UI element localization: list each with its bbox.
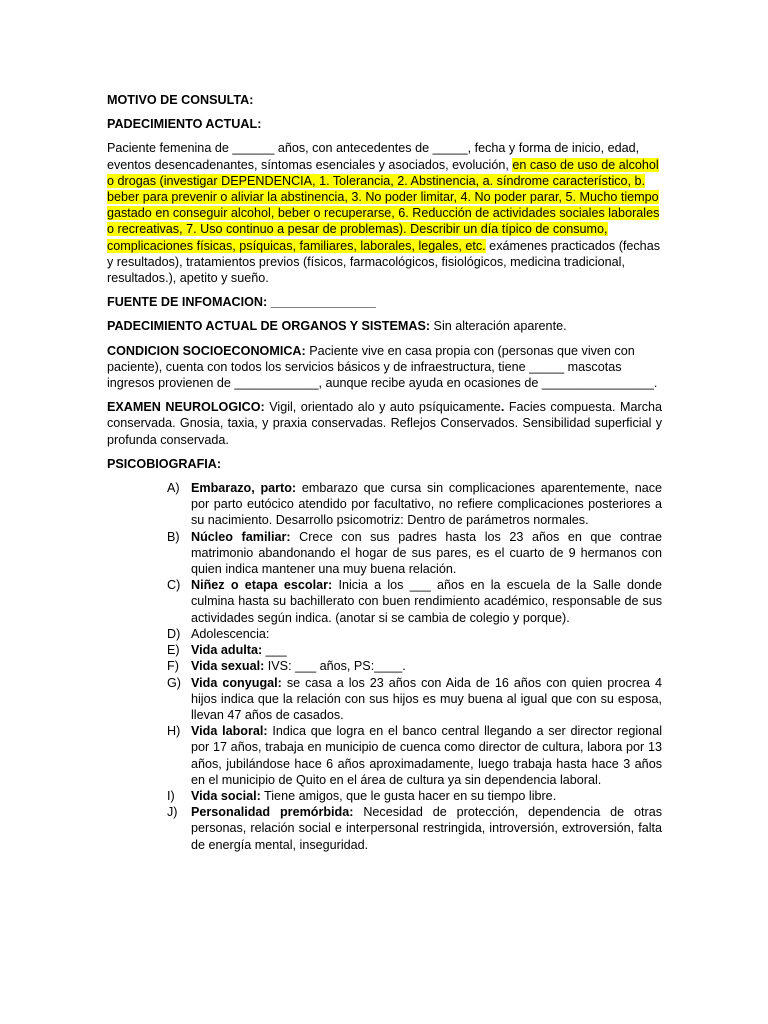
list-item <box>167 788 662 804</box>
list-item <box>167 658 662 674</box>
list-letter: D) <box>167 626 181 641</box>
list-item-text: IVS: ___ años, PS:____. <box>264 659 406 674</box>
psico-list <box>167 480 662 853</box>
list-item <box>167 723 662 788</box>
list-letter: E) <box>167 643 180 658</box>
list-letter: C) <box>167 578 181 593</box>
list-letter: B) <box>167 529 180 544</box>
list-item-label: Vida adulta: <box>191 643 263 658</box>
list-item-text: se casa a los 23 años con Aida de 16 años con quien procrea 4 hijos indica que la relación con sus hijos es muy buena al igual que con su esposa, llevan 47 años de casados. <box>191 675 662 722</box>
padecimiento-paragraph <box>107 140 662 286</box>
list-item-label: Niñez o etapa escolar: <box>191 578 333 593</box>
list-item <box>167 577 662 626</box>
list-item-label: Embarazo, parto: <box>191 481 297 496</box>
list-item-text: Adolescencia: <box>191 626 270 641</box>
list-item-text: Necesidad de protección, dependencia de otras personas, relación social e interpersonal restringida, introversión, extroversión, falta de energía mental, inseguridad. <box>191 805 663 852</box>
document-body <box>107 92 662 853</box>
list-item <box>167 675 662 724</box>
list-letter: J) <box>167 805 178 820</box>
list-item-text: embarazo que cursa sin complicaciones aparentemente, nace por parto eutócico atendido por facultativo, no refiere complicaciones posteriores a su nacimiento. Desarrollo psicomotriz: Dentro de parámetros normales. <box>191 481 662 528</box>
list-item-text: Inicia a los ___ años en la escuela de la Salle donde culmina hasta su bachillerato con buen rendimiento académico, responsable de sus actividades según indica. (anotar si se cambia de colegio y porque). <box>191 578 662 625</box>
motivo-heading: MOTIVO DE CONSULTA: <box>107 93 254 107</box>
organos-text: Sin alteración aparente. <box>430 319 567 334</box>
list-item-label: Vida social: <box>191 788 261 803</box>
list-letter: A) <box>167 481 180 496</box>
list-item-label: Núcleo familiar: <box>191 529 291 544</box>
list-item-text: ___ <box>262 643 287 658</box>
list-item-text: Crece con sus padres hasta los 23 años en que contrae matrimonio abandonando el hogar de sus pares, es el cuarto de 9 hermanos con quien indica mantener una muy buena relación. <box>191 529 662 577</box>
list-letter: I) <box>167 788 175 803</box>
list-letter: G) <box>167 675 181 690</box>
socio-paragraph <box>107 343 662 392</box>
neuro-heading: EXAMEN NEUROLOGICO: <box>107 400 265 415</box>
list-letter: F) <box>167 659 179 674</box>
list-item <box>167 529 662 578</box>
list-item <box>167 480 662 529</box>
padecimiento-text-before: Paciente femenina de ______ años, con antecedentes de _____, fecha y forma de inicio, edad, eventos desencadenantes, síntomas esenciales y asociados, evolución, <box>107 141 640 172</box>
highlighted-text: en caso de uso de alcohol o drogas (investigar DEPENDENCIA, 1. Tolerancia, 2. Abstinencia, a. síndrome característico, b. beber para prevenir o aliviar la abstinencia, 3. No poder limitar, 4. No poder parar, 5. Mucho tiempo gastado en conseguir alcohol, beber o recuperarse, 6. Reducción de actividades sociales laborales o recreativas, 7. Uso continuo a pesar de problemas). Describir un día típico de consumo, complicaciones físicas, psíquicas, familiares, laborales, legales, etc. <box>107 157 660 253</box>
list-item-text: Indica que logra en el banco central llegando a ser director regional por 17 años, trabaja en municipio de cuenca como director de cultura, labora por 13 años, jubilándose hace 6 años aproximadamente, luego trabaja hasta hace 3 años en el municipio de Quito en el área de cultura ya sin dependencia laboral. <box>191 724 662 787</box>
list-item-label: Vida conyugal: <box>191 675 282 690</box>
neuro-bold-dot: . <box>500 400 505 415</box>
list-item <box>167 804 662 853</box>
socio-text: Paciente vive en casa propia con (personas que viven con paciente), cuenta con todos los servicios básicos y de infraestructura, tiene _____ mascotas ingresos provienen de ____________, aunque recibe ayuda en ocasiones de ________________. <box>107 343 658 391</box>
organos-heading: PADECIMIENTO ACTUAL DE ORGANOS Y SISTEMAS: <box>107 319 431 334</box>
list-item-text: Tiene amigos, que le gusta hacer en su tiempo libre. <box>260 788 557 803</box>
list-item <box>167 626 662 642</box>
organos-paragraph <box>107 318 662 334</box>
neuro-text-1: Vigil, orientado alo y auto psíquicamente <box>264 400 501 415</box>
list-item-label: Vida laboral: <box>191 724 268 739</box>
neuro-paragraph <box>107 399 662 448</box>
padecimiento-text-after: exámenes practicados (fechas y resultados), tratamientos previos (físicos, farmacológicos, fisiológicos, medicina tradicional, resultados.), apetito y sueño. <box>107 238 660 286</box>
psico-heading: PSICOBIOGRAFIA: <box>107 456 222 471</box>
padecimiento-heading: PADECIMIENTO ACTUAL: <box>107 117 262 132</box>
list-item <box>167 642 662 658</box>
list-item-label: Personalidad premórbida: <box>191 805 354 820</box>
socio-heading: CONDICION SOCIOECONOMICA: <box>107 343 306 358</box>
list-letter: H) <box>167 724 181 739</box>
fuente-heading: FUENTE DE INFOMACION: _______________ <box>107 295 376 310</box>
list-item-label: Vida sexual: <box>191 659 265 674</box>
neuro-text-2: Facies compuesta. Marcha conservada. Gnosia, taxia, y praxia conservadas. Reflejos Conservados. Sensibilidad superficial y profunda conservada. <box>107 400 663 447</box>
